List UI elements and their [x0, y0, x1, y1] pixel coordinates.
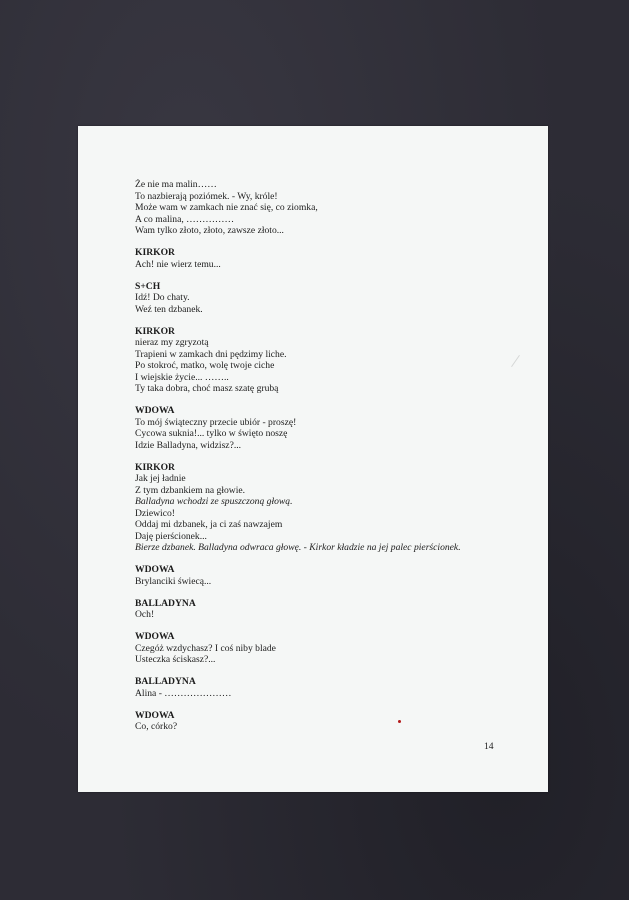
dialogue-block: [135, 281, 535, 316]
ink-speck: [398, 720, 401, 723]
speaker-name: KIRKOR: [135, 325, 175, 337]
verse-line: To nazbierają poziómek. - Wy, króle!: [135, 190, 278, 202]
speaker-name: BALLADYNA: [135, 597, 196, 609]
verse-line: A co malina, ……………: [135, 213, 235, 225]
verse-line: Że nie ma malin……: [135, 179, 217, 190]
dialogue-block: [135, 326, 535, 395]
document-page: [78, 126, 548, 792]
speaker-name: WDOWA: [135, 631, 175, 642]
dialogue-line: Ty taka dobra, choć masz szatę grubą: [135, 383, 279, 394]
dialogue-block: [135, 631, 535, 666]
dialogue-line: nieraz my zgryzotą: [135, 337, 209, 348]
speaker-name: WDOWA: [135, 405, 175, 416]
speaker-name: BALLADYNA: [135, 676, 196, 687]
speaker-name: WDOWA: [135, 709, 175, 721]
dialogue-block: [135, 598, 535, 621]
dialogue-line: Ach! nie wierz temu...: [135, 258, 221, 270]
dialogue-line: Dziewico!: [135, 507, 175, 519]
dialogue-block: [135, 564, 535, 587]
verse-line: Wam tylko złoto, złoto, zawsze złoto...: [135, 225, 284, 236]
dialogue-block: [135, 405, 535, 451]
dialogue-line: To mój świąteczny przecie ubiór - proszę!: [135, 416, 297, 428]
dialogue-block: [135, 247, 535, 270]
verse-line: Może wam w zamkach nie znać się, co ziomka,: [135, 202, 318, 213]
speaker-name: KIRKOR: [135, 461, 175, 473]
dialogue-line: Z tym dzbankiem na głowie.: [135, 484, 246, 496]
dialogue-block: [135, 676, 535, 699]
dialogue-block: [135, 462, 535, 554]
dialogue-line: Oddaj mi dzbanek, ja ci zaś nawzajem: [135, 519, 283, 530]
dialogue-line: Idzie Balladyna, widzisz?...: [135, 439, 242, 451]
page-number: 14: [484, 741, 494, 752]
dialogue-line: Idź! Do chaty.: [135, 292, 190, 303]
dialogue-line: Cycowa suknia!... tylko w święto noszę: [135, 428, 288, 439]
speaker-name: KIRKOR: [135, 247, 175, 258]
speaker-name: WDOWA: [135, 564, 175, 575]
dialogue-line: Jak jej ładnie: [135, 473, 186, 484]
dialogue-line: I wiejskie życie... ……..: [135, 371, 229, 383]
opening-verse: [135, 179, 535, 237]
dialogue-line: Daję pierścionek...: [135, 530, 207, 542]
dialogue-line: Trapieni w zamkach dni pędzimy liche.: [135, 348, 287, 360]
speaker-name: S+CH: [135, 280, 161, 292]
stage-direction: Balladyna wchodzi ze spuszczoną głową.: [135, 496, 293, 507]
dialogue-line: Czegóż wzdychasz? I coś niby blade: [135, 642, 276, 654]
dialogue-line: Alina - …………………: [135, 687, 232, 699]
page-content: [135, 179, 535, 743]
stage-direction: Bierze dzbanek. Balladyna odwraca głowę. - Kirkor kładzie na jej palec pierścionek.: [135, 542, 461, 553]
dialogue: [135, 247, 535, 733]
dialogue-line: Och!: [135, 609, 155, 620]
dialogue-line: Usteczka ściskasz?...: [135, 654, 216, 665]
dialogue-line: Po stokroć, matko, wolę twoje ciche: [135, 360, 275, 371]
dialogue-line: Brylanciki świecą...: [135, 575, 212, 587]
dialogue-block: [135, 710, 535, 733]
dialogue-line: Weź ten dzbanek.: [135, 303, 203, 315]
dialogue-line: Co, córko?: [135, 721, 178, 732]
